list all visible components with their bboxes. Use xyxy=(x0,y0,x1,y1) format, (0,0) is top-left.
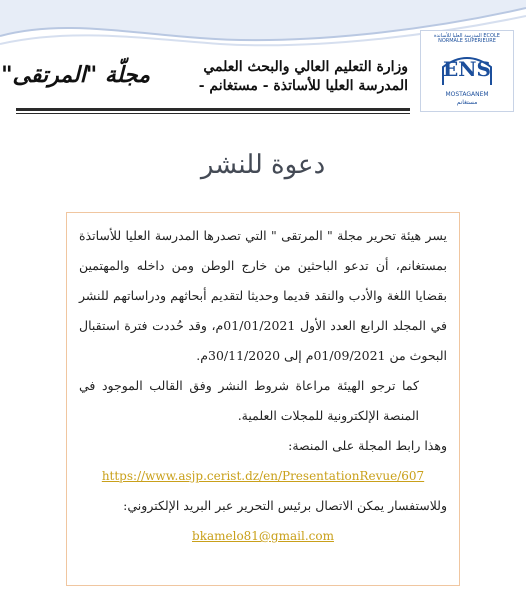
editor-email-link[interactable]: bkamelo81@gmail.com xyxy=(192,529,334,543)
email-line xyxy=(79,521,447,551)
page-title: دعوة للنشر xyxy=(200,150,326,180)
school-line: المدرسة العليا للأساتذة - مستغانم - xyxy=(198,78,408,94)
logo-ens-text: ENS xyxy=(443,57,491,81)
journal-title: مجلّة "المرتقى" xyxy=(1,62,150,88)
link-line xyxy=(79,461,447,491)
header-divider-thick xyxy=(16,108,410,111)
header xyxy=(0,0,526,120)
logo-caption-fr: MOSTAGANEM xyxy=(445,91,489,98)
announcement-text xyxy=(79,221,447,551)
announcement-box xyxy=(66,212,460,586)
header-divider-thin xyxy=(16,113,410,114)
link-intro: وهذا رابط المجلة على المنصة: xyxy=(288,438,447,453)
paragraph-template: كما ترجو الهيئة مراعاة شروط النشر وفق القالب الموجود في المنصة الإلكترونية للمجلات العلمية. xyxy=(79,378,419,423)
paragraph-call: يسر هيئة تحرير مجلة " المرتقى " التي تصدرها المدرسة العليا للأساتذة بمستغانم، أن تدعو الباحثين من خارج الوطن ومن داخله والمهتمين بقضايا اللغة والأدب والنقد قديما وحديثا لتقديم أبحاثهم ودراساتهم للنشر في المجلد الرابع العدد الأول 01/01/2021م، وقد حُددت فترة استقبال البحوث من 01/09/2021م إلى 30/11/2020م. xyxy=(79,228,447,363)
logo-top-text: المدرسة العليا للأساتذة ECOLE NORMALE SUPERIEURE xyxy=(434,33,500,44)
logo-caption-ar: مستغانم xyxy=(456,99,478,106)
logo-emblem xyxy=(439,53,495,87)
institution-name xyxy=(168,58,408,96)
ministry-line: وزارة التعليم العالي والبحث العلمي xyxy=(203,59,408,75)
contact-intro: وللاستفسار يمكن الاتصال برئيس التحرير عبر البريد الإلكتروني: xyxy=(123,498,447,513)
journal-link[interactable]: https://www.asjp.cerist.dz/en/PresentationRevue/607 xyxy=(101,469,425,483)
ens-logo xyxy=(420,30,514,112)
